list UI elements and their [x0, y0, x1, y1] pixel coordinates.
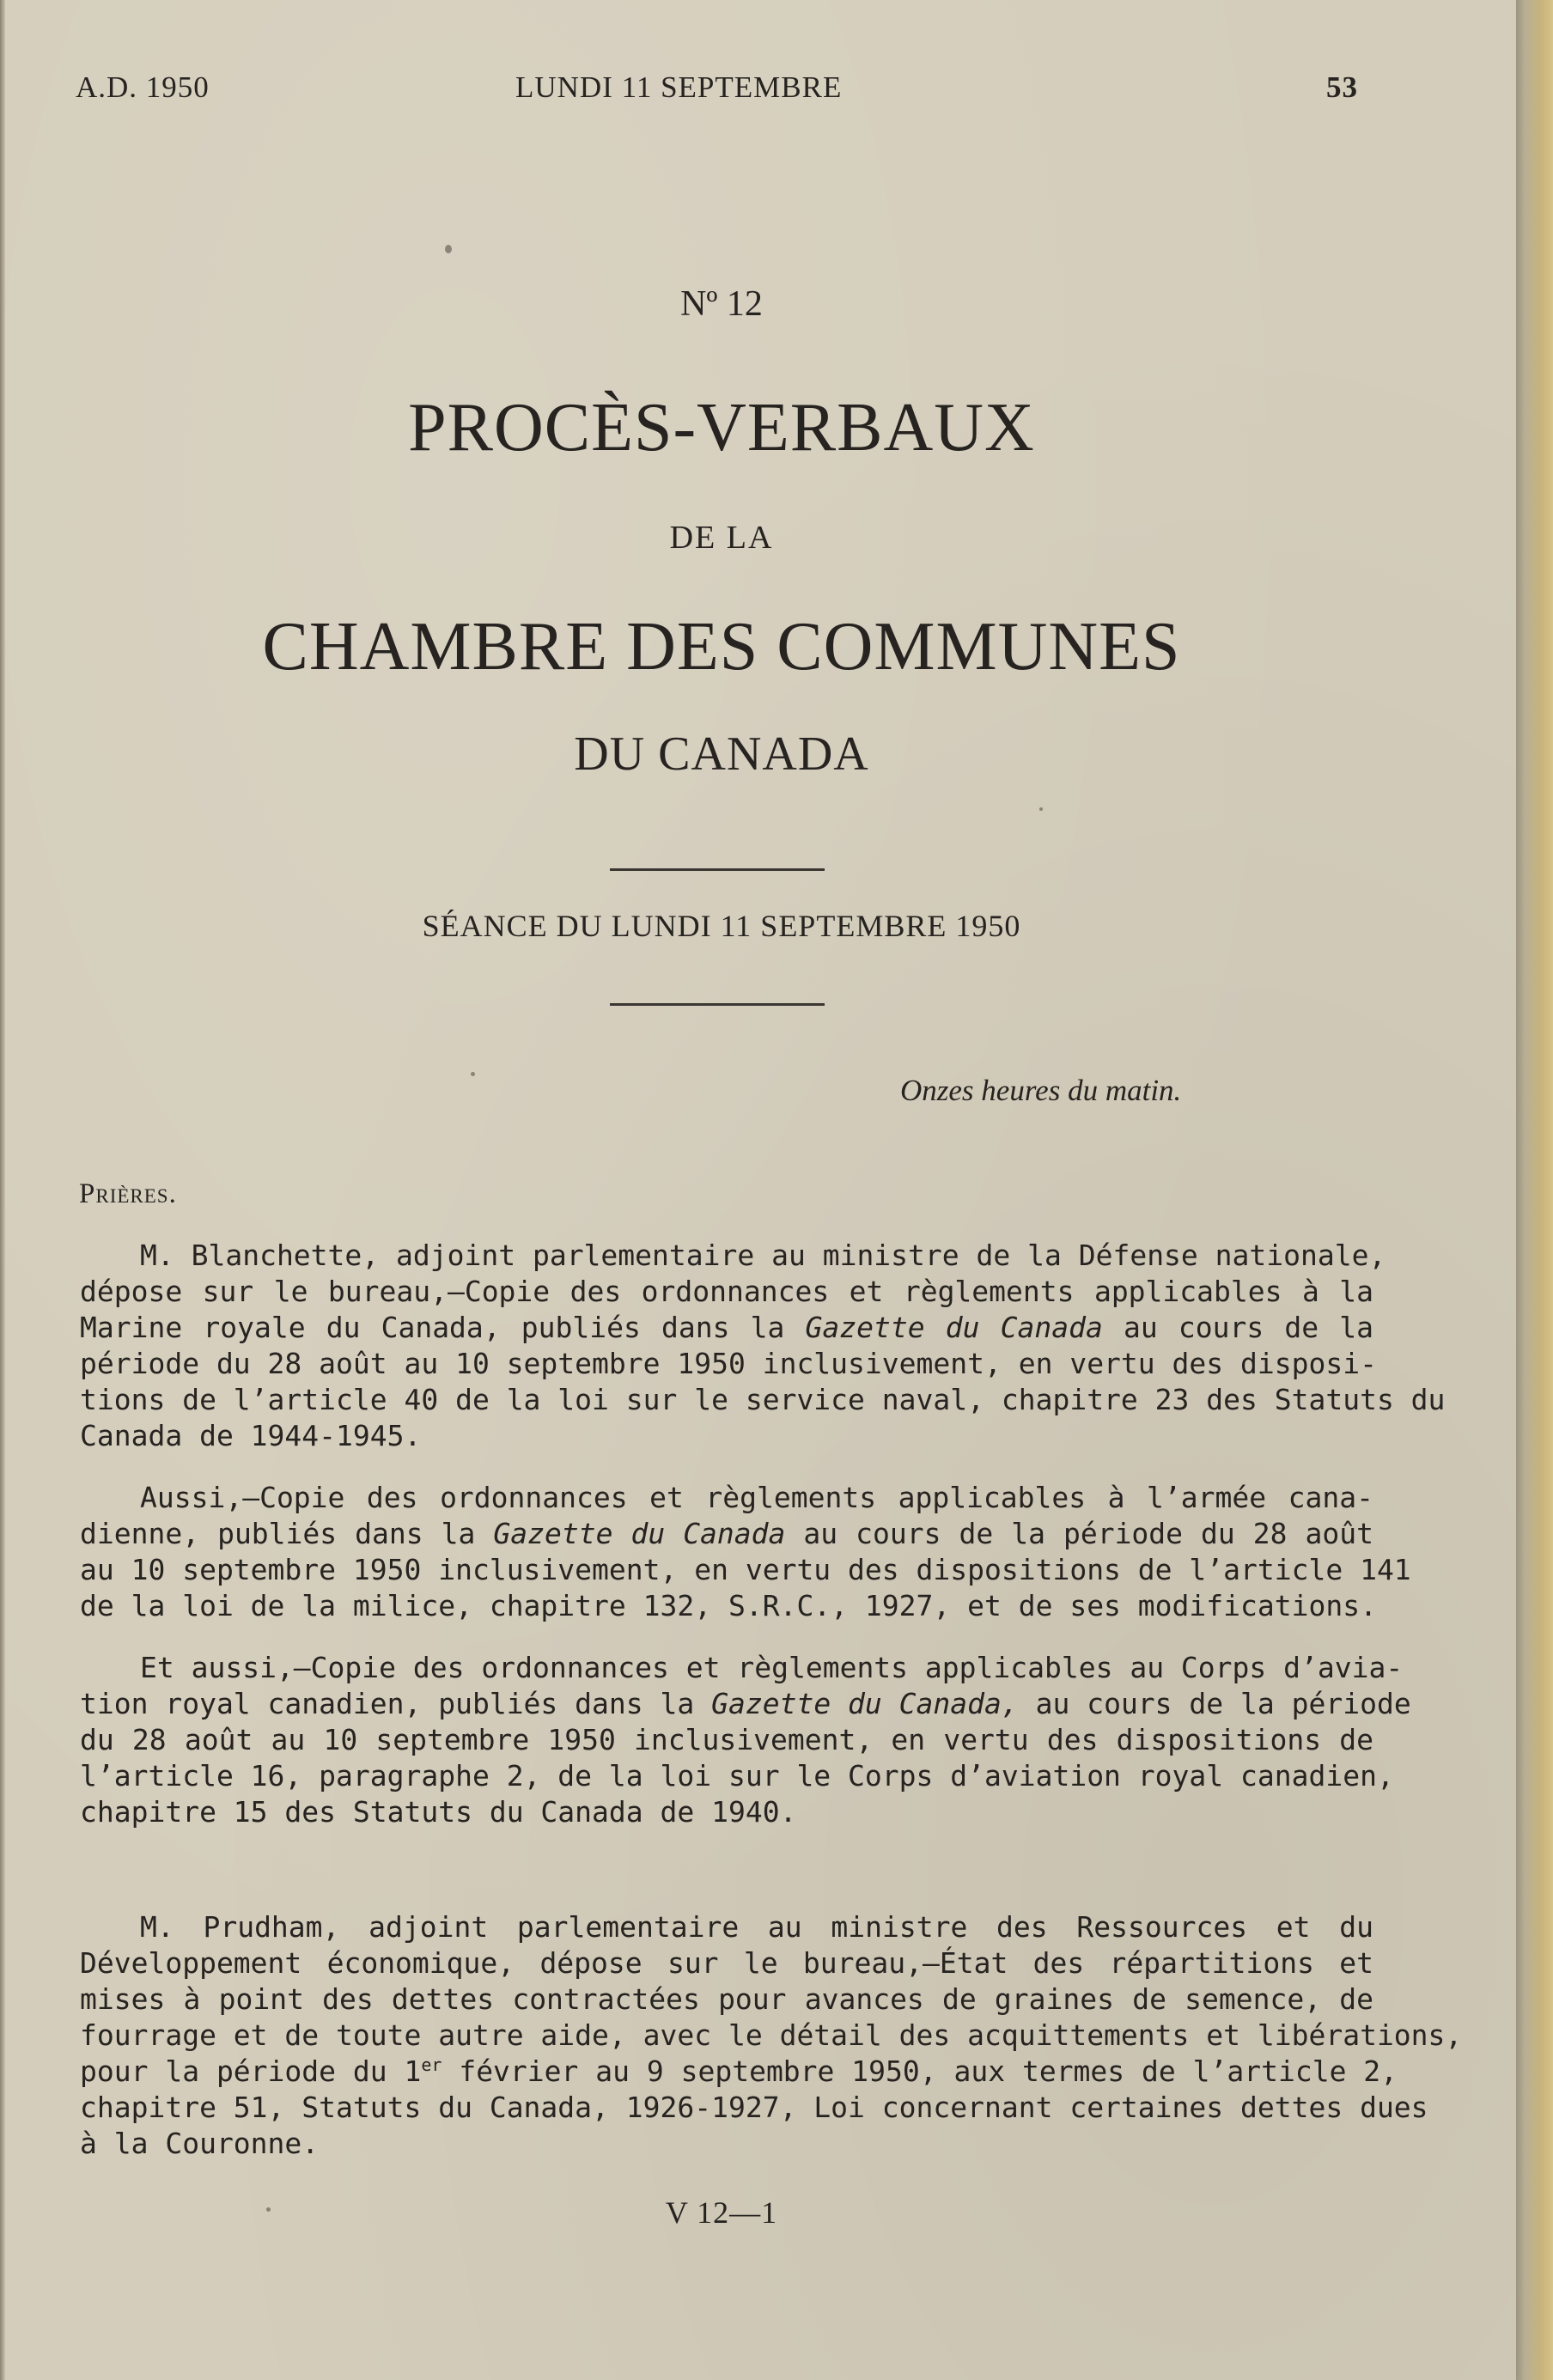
text-line: fourrage et de toute autre aide, avec le détail des acquittements et libérations, — [80, 2018, 1463, 2052]
text-line: dépose sur le bureau,—Copie des ordonnances et règlements applicables à la — [80, 1275, 1373, 1308]
text-line: de la loi de la milice, chapitre 132, S.R.C., 1927, et de ses modifications. — [80, 1589, 1377, 1622]
text-line: Marine royale du Canada, publiés dans la Gazette du Canada au cours de la — [80, 1311, 1373, 1344]
sitting-time: Onzes heures du matin. — [900, 1074, 1182, 1107]
superscript: er — [421, 2054, 442, 2075]
text-line: au 10 septembre 1950 inclusivement, en vertu des dispositions de l’article 141 — [80, 1553, 1411, 1586]
text-line: à la Couronne. — [80, 2127, 320, 2160]
text-line: chapitre 15 des Statuts du Canada de 1940. — [80, 1795, 797, 1829]
title-chambre: CHAMBRE DES COMMUNES — [262, 609, 1181, 685]
paragraph-blanchette — [80, 1238, 1446, 1454]
paragraph-prudham — [80, 1909, 1463, 2162]
text-line: M. Blanchette, adjoint parlementaire au ministre de la Défense nationale, — [140, 1239, 1386, 1272]
divider-bottom — [610, 1003, 825, 1006]
divider-top — [610, 868, 825, 871]
text-line: pour la période du 1er février au 9 septembre 1950, aux termes de l’article 2, — [80, 2054, 1398, 2088]
session-heading: SÉANCE DU LUNDI 11 SEPTEMBRE 1950 — [422, 909, 1021, 943]
ink-speck — [1039, 807, 1043, 811]
ink-speck — [471, 1072, 475, 1076]
prayers-heading: Prières. — [79, 1178, 177, 1209]
ink-speck — [266, 2207, 271, 2212]
page-right-edge — [1516, 0, 1553, 2380]
text-line: Aussi,—Copie des ordonnances et règlements applicables à l’armée cana- — [140, 1481, 1373, 1514]
paragraph-aussi — [80, 1480, 1411, 1624]
page-left-edge — [0, 0, 5, 2380]
text-line: l’article 16, paragraphe 2, de la loi sur le Corps d’aviation royal canadien, — [80, 1759, 1394, 1793]
text-line: Développement économique, dépose sur le bureau,—État des répartitions et — [80, 1946, 1373, 1980]
title-du-canada: DU CANADA — [574, 727, 869, 781]
title-de-la: DE LA — [669, 520, 774, 556]
text-line: dienne, publiés dans la Gazette du Canada au cours de la période du 28 août — [80, 1517, 1373, 1550]
text-line: mises à point des dettes contractées pour avances de graines de semence, de — [80, 1982, 1373, 2016]
ink-speck — [445, 245, 452, 253]
issue-number: Nº 12 — [680, 284, 763, 324]
gazette-title: Gazette du Canada — [493, 1517, 786, 1550]
text-line: chapitre 51, Statuts du Canada, 1926-1927, Loi concernant certaines dettes dues — [80, 2091, 1428, 2124]
text-line: du 28 août au 10 septembre 1950 inclusivement, en vertu des dispositions de — [80, 1723, 1373, 1756]
header-year: A.D. 1950 — [76, 70, 210, 104]
page-number: 53 — [1326, 70, 1358, 104]
gazette-title: Gazette du Canada, — [711, 1687, 1019, 1720]
paragraph-et-aussi — [80, 1650, 1411, 1830]
header-date: LUNDI 11 SEPTEMBRE — [515, 70, 843, 104]
text-line: M. Prudham, adjoint parlementaire au ministre des Ressources et du — [140, 1910, 1373, 1944]
text-line: tions de l’article 40 de la loi sur le service naval, chapitre 23 des Statuts du — [80, 1383, 1446, 1416]
text-line: Et aussi,—Copie des ordonnances et règlements applicables au Corps d’avia- — [140, 1651, 1404, 1684]
text-line: tion royal canadien, publiés dans la Gazette du Canada, au cours de la période — [80, 1687, 1411, 1720]
printer-signature: V 12—1 — [665, 2195, 778, 2230]
text-line: Canada de 1944-1945. — [80, 1419, 422, 1452]
gazette-title: Gazette du Canada — [805, 1311, 1103, 1344]
text-line: période du 28 août au 10 septembre 1950 inclusivement, en vertu des disposi- — [80, 1347, 1377, 1380]
title-proces-verbaux: PROCÈS-VERBAUX — [408, 390, 1035, 466]
